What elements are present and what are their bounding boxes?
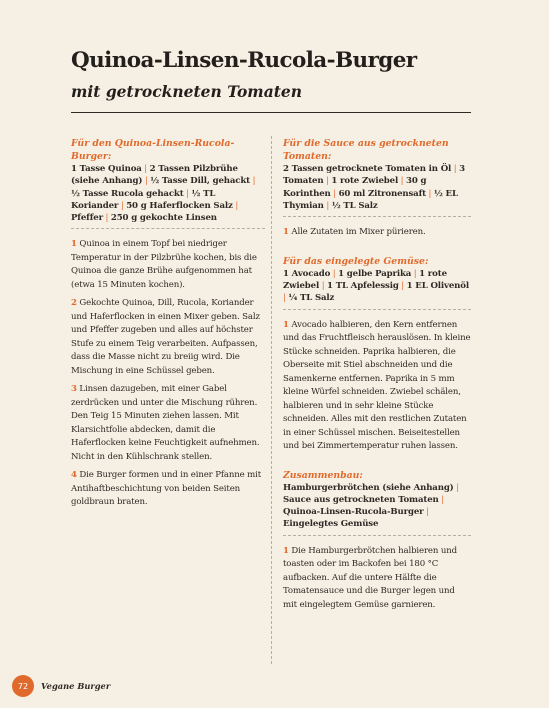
step-text: Quinoa in einem Topf bei niedriger Temperatur in der Pilzbrühe kochen, bis die Quinoa die ganze Brühe aufgenommen hat (etwa 15 Minuten kochen). — [71, 239, 257, 290]
step-number: 1 — [283, 319, 289, 330]
section-divider — [71, 228, 265, 229]
recipe-title: Quinoa-Linsen-Rucola-Burger — [71, 48, 417, 73]
ingredient-separator: | — [102, 213, 111, 224]
ingredient-separator: | — [141, 164, 150, 174]
step-text: Die Burger formen und in einer Pfanne mit Antihaftbeschichtung von beiden Seiten goldbraun braten. — [71, 470, 262, 508]
step-number: 3 — [71, 384, 77, 395]
step-number: 1 — [71, 239, 77, 250]
left-column — [71, 137, 265, 515]
step-number: 4 — [71, 470, 77, 481]
ingredient-item: 2 Tassen Pilzbrühe (siehe Anhang) — [71, 164, 238, 187]
ingredient-separator: | — [423, 507, 429, 518]
ingredient-item: Sauce aus getrockneten Tomaten — [283, 494, 439, 505]
ingredient-item: Pfeffer — [71, 213, 103, 224]
step-number: 1 — [283, 545, 289, 556]
ingredient-item: 1 rote Zwiebel — [283, 268, 447, 291]
ingredient-item: ½ TL Koriander — [71, 188, 216, 211]
ingredient-separator: | — [118, 200, 127, 211]
ingredient-item: 30 g Korinthen — [283, 176, 427, 199]
ingredient-item: ½ TL Salz — [331, 200, 378, 211]
ingredient-item: 50 g Haferflocken Salz — [126, 200, 233, 211]
ingredient-item: ½ EL Thymian — [283, 188, 458, 211]
ingredient-separator: | — [411, 268, 420, 279]
section-title-assembly: Zusammenbau: — [283, 469, 363, 481]
ingredient-item: 3 Tomaten — [283, 164, 465, 187]
ingredient-item: 60 ml Zitronensaft — [338, 188, 426, 199]
steps-sauce — [283, 226, 471, 240]
section-divider — [283, 309, 471, 310]
ingredient-separator: | — [453, 482, 459, 493]
section-title-sauce: Für die Sauce aus getrockneten Tomaten: — [283, 138, 449, 162]
ingredient-item: Eingelegtes Gemüse — [283, 519, 379, 530]
ingredient-separator: | — [398, 176, 406, 187]
ingredient-item: 1 rote Zwiebel — [331, 176, 399, 187]
ingredient-item: ½ Tasse Dill, gehackt — [150, 176, 250, 187]
step-number: 2 — [71, 298, 77, 309]
ingredient-separator: | — [330, 188, 339, 199]
page-number-badge: 72 — [12, 675, 34, 697]
footer-book-title: Vegane Burger — [41, 681, 111, 691]
instruction-step — [71, 238, 265, 292]
ingredient-item: 2 Tassen getrocknete Tomaten in Öl — [283, 164, 452, 174]
step-text: Linsen dazugeben, mit einer Gabel zerdrücken und unter die Mischung rühren. Den Teig 15 Minuten ziehen lassen. Mit Klarsichtfolie abdecken, damit die Haferflocken keine Feuchtigkeit aufnehmen. Nicht in den Kühlschrank stellen. — [71, 384, 260, 462]
ingredient-separator: | — [398, 280, 407, 291]
section-title-pickled-vegetables: Für das eingelegte Gemüse: — [283, 255, 429, 267]
section-divider — [283, 535, 471, 536]
ingredient-item: 1 gelbe Paprika — [338, 268, 412, 279]
instruction-step — [283, 545, 471, 613]
ingredient-item: 1 Avocado — [283, 268, 331, 279]
steps-burger — [71, 238, 265, 510]
ingredient-separator: | — [438, 494, 444, 505]
ingredient-separator: | — [250, 176, 256, 187]
ingredient-separator: | — [232, 200, 239, 211]
section-divider — [283, 216, 471, 217]
instruction-step — [71, 297, 265, 378]
ingredient-separator: | — [283, 293, 289, 304]
ingredient-item: ¼ TL Salz — [288, 293, 335, 304]
ingredient-item: Hamburgerbrötchen (siehe Anhang) — [283, 482, 454, 493]
step-text: Avocado halbieren, den Kern entfernen und das Fruchtfleisch herauslösen. In kleine Stücke schneiden. Paprika halbieren, die Oberseite mit Stiel abschneiden und die Samenkerne entfernen. Paprika in 5 mm kleine Würfel schneiden. Zwiebel schälen, halbieren und in sehr kleine Stücke schneiden. Alles mit den restlichen Zutaten in einer Schüssel mischen. Beiseitestellen und bei Zimmertemperatur ruhen lassen. — [283, 319, 471, 452]
instruction-step — [283, 319, 471, 454]
steps-pickled-vegetables — [283, 319, 471, 454]
step-text: Gekochte Quinoa, Dill, Rucola, Koriander und Haferflocken in einen Mixer geben. Salz und Pfeffer zugeben und alles auf höchster Stufe zu einem Teig verarbeiten. Aufpassen, dass die Masse nicht zu breiig wird. Die Mischung in eine Schüssel geben. — [71, 298, 260, 376]
ingredient-separator: | — [183, 188, 192, 199]
ingredient-list-burger — [71, 163, 265, 224]
step-text: Die Hamburgerbrötchen halbieren und toasten oder im Backofen bei 180 °C aufbacken. Auf die untere Hälfte die Tomatensauce und die Burger legen und mit eingelegtem Gemüse garnieren. — [283, 545, 457, 610]
instruction-step — [283, 226, 471, 240]
ingredient-item: 1 Tasse Quinoa — [71, 164, 142, 174]
ingredient-list-assembly — [283, 482, 471, 531]
ingredient-separator: | — [451, 164, 460, 174]
ingredient-item: 250 g gekochte Linsen — [110, 213, 217, 224]
ingredient-item: 1 TL Apfelessig — [327, 280, 399, 291]
instruction-step — [71, 469, 265, 510]
ingredient-separator: | — [323, 176, 332, 187]
ingredient-item: 1 EL Olivenöl — [406, 280, 469, 291]
ingredient-list-sauce — [283, 163, 471, 212]
ingredient-separator: | — [330, 268, 339, 279]
section-title-burger: Für den Quinoa-Linsen-Rucola-Burger: — [71, 138, 235, 162]
ingredient-separator: | — [142, 176, 151, 187]
step-number: 1 — [283, 227, 289, 238]
title-rule — [71, 112, 471, 113]
recipe-subtitle: mit getrockneten Tomaten — [71, 82, 303, 101]
instruction-step — [71, 383, 265, 464]
column-divider — [271, 136, 272, 664]
right-column — [283, 137, 471, 617]
steps-assembly — [283, 545, 471, 613]
ingredient-separator: | — [425, 188, 434, 199]
ingredient-item: ½ Tasse Rucola gehackt — [71, 188, 184, 199]
ingredient-separator: | — [319, 280, 328, 291]
step-text: Alle Zutaten im Mixer pürieren. — [288, 227, 426, 238]
ingredient-separator: | — [323, 200, 332, 211]
ingredient-item: Quinoa-Linsen-Rucola-Burger — [283, 507, 424, 518]
ingredient-list-pickled-vegetables — [283, 268, 471, 305]
